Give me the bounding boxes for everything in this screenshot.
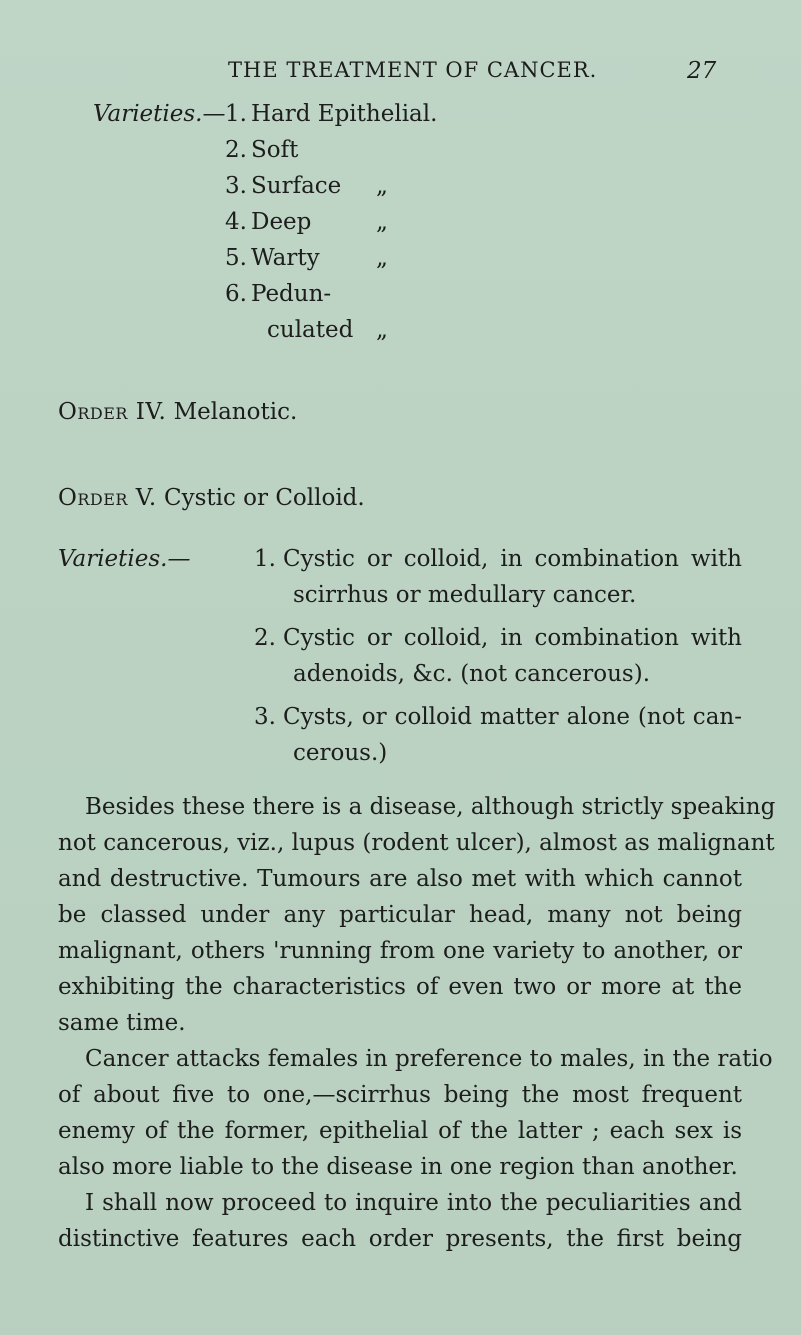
order-iv-heading <box>58 398 297 426</box>
ditto-mark: „ <box>376 245 388 271</box>
list-item-number: 4. <box>225 209 247 235</box>
paragraph-line: distinctive features each order presents, the first being <box>58 1226 742 1252</box>
paragraph-line: and destructive. Tumours are also met with which cannot <box>58 866 742 892</box>
list-item-number: 2. <box>225 137 247 163</box>
order-label: Order V. <box>58 485 157 511</box>
list-item-text: adenoids, &c. (not cancerous). <box>293 661 651 687</box>
list-item-text: Surface <box>251 173 342 199</box>
list-item-text: Deep <box>251 209 312 235</box>
list-item-number: 1. <box>254 546 276 572</box>
list-item-text: Soft <box>251 137 299 163</box>
paragraph-line: exhibiting the characteristics of even two or more at the <box>58 974 742 1000</box>
varieties-intro: Varieties.— <box>58 546 191 572</box>
ditto-mark: „ <box>376 209 388 235</box>
list-item-number: 3. <box>254 704 276 730</box>
list-item-text: scirrhus or medullary cancer. <box>293 582 637 608</box>
order-text: Cystic or Colloid. <box>163 485 365 511</box>
paragraph-line: I shall now proceed to inquire into the peculiarities and <box>85 1190 742 1216</box>
order-label: Order IV. <box>58 399 167 425</box>
varieties-intro: Varieties.— <box>93 101 226 127</box>
list-item-number: 2. <box>254 625 276 651</box>
list-item-number: 3. <box>225 173 247 199</box>
list-item-text: Cystic or colloid, in combination with <box>283 546 742 572</box>
running-head <box>0 58 801 88</box>
list-item-text: Cystic or colloid, in combination with <box>283 625 742 651</box>
paragraph-line: same time. <box>58 1010 186 1036</box>
list-item-text: Hard Epithelial. <box>251 101 438 127</box>
list-item-text: cerous.) <box>293 740 388 766</box>
paragraph-line: not cancerous, viz., lupus (rodent ulcer), almost as malignant <box>58 830 775 856</box>
ditto-mark: „ <box>376 173 388 199</box>
paragraph-line: of about five to one,—scirrhus being the most frequent <box>58 1082 742 1108</box>
paragraph-line: also more liable to the disease in one region than another. <box>58 1154 738 1180</box>
list-item-number: 1. <box>225 101 247 127</box>
ditto-mark: „ <box>376 317 388 343</box>
order-text: Melanotic. <box>173 399 298 425</box>
page-number: 27 <box>687 58 717 84</box>
list-item-text: culated <box>267 317 354 343</box>
list-item-number: 6. <box>225 281 247 307</box>
order-v-heading <box>58 484 365 512</box>
paragraph-line: Cancer attacks females in preference to males, in the ratio <box>85 1046 773 1072</box>
list-item-text: Pedun- <box>251 281 332 307</box>
paragraph-line: enemy of the former, epithelial of the latter ; each sex is <box>58 1118 742 1144</box>
paragraph-line: Besides these there is a disease, although strictly speaking <box>85 794 776 820</box>
running-title: THE TREATMENT OF CANCER. <box>228 58 598 82</box>
list-item-number: 5. <box>225 245 247 271</box>
list-item-text: Warty <box>251 245 320 271</box>
list-item-text: Cysts, or colloid matter alone (not can- <box>283 704 742 730</box>
paragraph-line: be classed under any particular head, many not being <box>58 902 742 928</box>
paragraph-line: malignant, others 'running from one variety to another, or <box>58 938 742 964</box>
